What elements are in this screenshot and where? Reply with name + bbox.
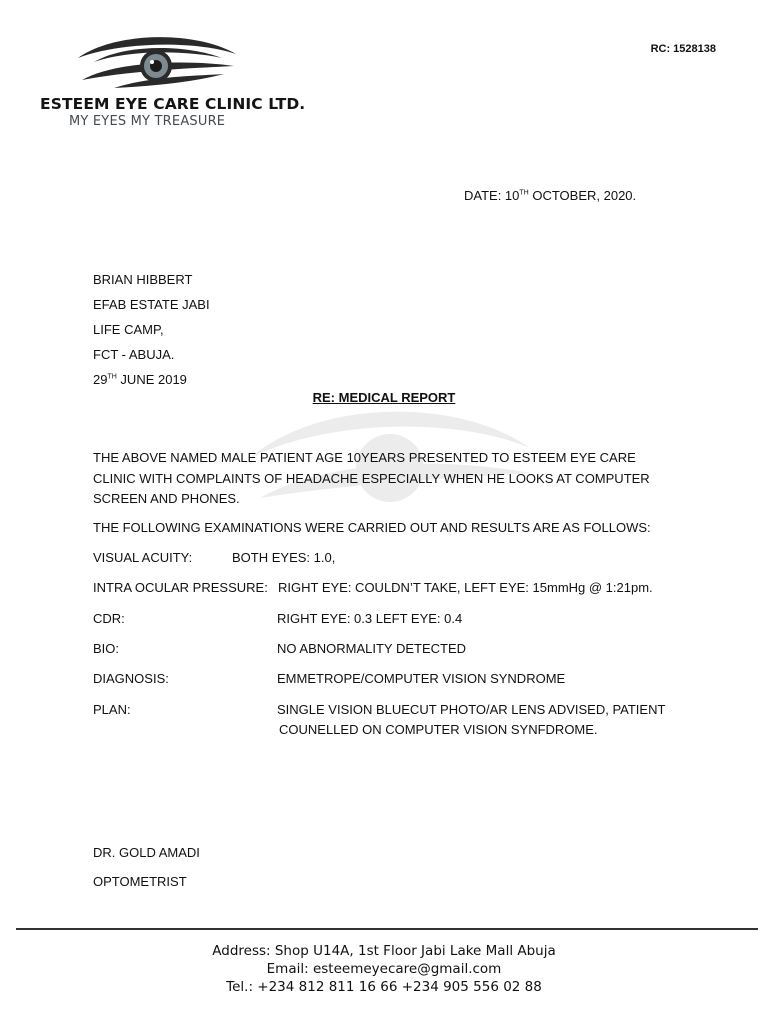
recipient-address-line: EFAB ESTATE JABI [93, 297, 210, 312]
recipient-address-line: FCT - ABUJA. [93, 347, 175, 362]
finding-label: BIO: [93, 641, 120, 656]
examinations-intro: THE FOLLOWING EXAMINATIONS WERE CARRIED OUT AND RESULTS ARE AS FOLLOWS: [93, 520, 651, 535]
signatory-title: OPTOMETRIST [93, 874, 187, 889]
footer-email: Email: esteemeyecare@gmail.com [266, 961, 502, 977]
recipient-date: 29TH JUNE 2019 [93, 372, 187, 387]
finding-value: NO ABNORMALITY DETECTED [277, 641, 467, 656]
footer-divider [16, 928, 758, 930]
finding-label: CDR: [93, 611, 125, 626]
eye-logo-icon [74, 36, 239, 94]
finding-visual-acuity [93, 550, 336, 565]
finding-label: VISUAL ACUITY: [93, 550, 193, 565]
finding-value: RIGHT EYE: COULDN’T TAKE, LEFT EYE: 15mmHg @ 1:21pm. [278, 580, 653, 595]
letter-date: DATE: 10TH OCTOBER, 2020. [464, 188, 637, 203]
finding-value: RIGHT EYE: 0.3 LEFT EYE: 0.4 [277, 611, 463, 626]
finding-value: BOTH EYES: 1.0, [232, 550, 336, 565]
recipient-address-line: LIFE CAMP, [93, 322, 164, 337]
recipient-name: BRIAN HIBBERT [93, 272, 193, 287]
finding-label: PLAN: [93, 702, 131, 717]
finding-value-continued: COUNELLED ON COMPUTER VISION SYNFDROME. [279, 722, 598, 737]
footer-address: Address: Shop U14A, 1st Floor Jabi Lake Mall Abuja [212, 943, 556, 959]
finding-label: INTRA OCULAR PRESSURE: [93, 580, 268, 595]
clinic-name: ESTEEM EYE CARE CLINIC LTD. [40, 95, 306, 113]
finding-cdr [93, 611, 463, 626]
rc-number: RC: 1528138 [650, 43, 716, 55]
report-intro-paragraph: THE ABOVE NAMED MALE PATIENT AGE 10YEARS PRESENTED TO ESTEEM EYE CARE CLINIC WITH COMPLAINTS OF HEADACHE ESPECIALLY WHEN HE LOOKS AT COMPUTER SCREEN AND PHONES. [93, 450, 650, 506]
signatory-name: DR. GOLD AMADI [93, 845, 200, 860]
report-title: RE: MEDICAL REPORT [312, 390, 456, 405]
finding-value: EMMETROPE/COMPUTER VISION SYNDROME [277, 671, 566, 686]
clinic-tagline: MY EYES MY TREASURE [69, 114, 226, 129]
finding-value: SINGLE VISION BLUECUT PHOTO/AR LENS ADVISED, PATIENT [277, 702, 666, 717]
finding-bio [93, 641, 467, 656]
finding-label: DIAGNOSIS: [93, 671, 169, 686]
finding-plan [93, 702, 666, 737]
finding-diagnosis [93, 671, 566, 686]
finding-intraocular-pressure [93, 580, 653, 595]
footer-telephone: Tel.: +234 812 811 16 66 +234 905 556 02 88 [226, 979, 542, 995]
